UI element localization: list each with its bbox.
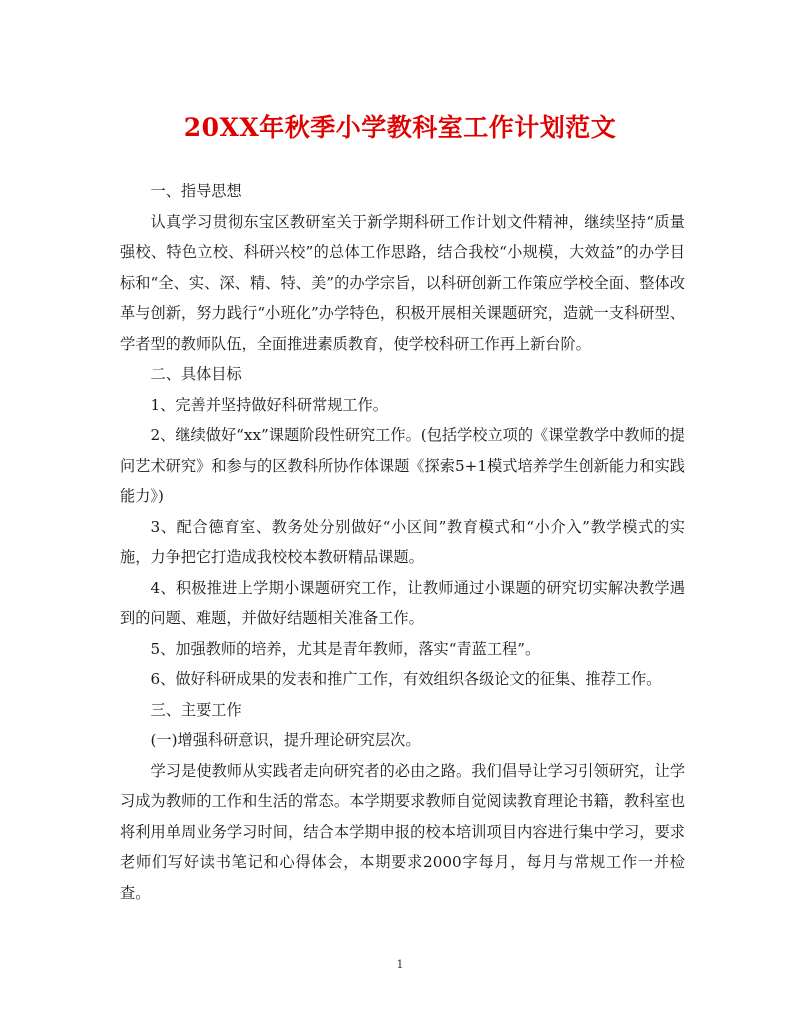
document-body bbox=[120, 176, 685, 908]
list-item: 1、完善并坚持做好科研常规工作。 bbox=[150, 395, 388, 414]
section-heading: 一、指导思想 bbox=[150, 182, 242, 200]
paragraph: 学习是使教师从实践者走向研究者的必由之路。我们倡导让学习引领研究，让学习成为教师的工作和生活的常态。本学期要求教师自觉阅读教育理论书籍，教科室也将利用单周业务学习时间，结合本学期申报的校本培训项目内容进行集中学习，要求老师们写好读书笔记和心得体会，本期要求2000字每月，每月与常规工作一并检查。 bbox=[120, 761, 685, 902]
section-heading: 三、主要工作 bbox=[150, 700, 242, 719]
section-heading: 二、具体目标 bbox=[150, 365, 242, 383]
list-item: 6、做好科研成果的发表和推广工作，有效组织各级论文的征集、推荐工作。 bbox=[150, 670, 662, 688]
paragraph: 认真学习贯彻东宝区教研室关于新学期科研工作计划文件精神，继续坚持“质量强校、特色立校、科研兴校”的总体工作思路，结合我校“小规模，大效益”的办学目标和“全、实、深、精、特、美”的办学宗旨，以科研创新工作策应学校全面、整体改革与创新，努力践行“小班化”办学特色，积极开展相关课题研究，造就一支科研型、学者型的教师队伍，全面推进素质教育，使学校科研工作再上新台阶。 bbox=[120, 212, 685, 353]
list-item: 2、继续做好“xx”课题阶段性研究工作。(包括学校立项的《课堂教学中教师的提问艺术研究》和参与的区教科所协作体课题《探索5+1模式培养学生创新能力和实践能力》) bbox=[120, 426, 685, 505]
document-title: 20XX年秋季小学教科室工作计划范文 bbox=[183, 113, 617, 142]
list-item: 4、积极推进上学期小课题研究工作，让教师通过小课题的研究切实解决教学遇到的问题、难题，并做好结题相关准备工作。 bbox=[120, 578, 685, 627]
list-item: 3、配合德育室、教务处分别做好“小区间”教育模式和“小介入”教学模式的实施，力争把它打造成我校校本教研精品课题。 bbox=[120, 517, 685, 566]
page-number: 1 bbox=[396, 958, 404, 971]
list-item: 5、加强教师的培养，尤其是青年教师，落实“青蓝工程”。 bbox=[150, 639, 541, 658]
subsection-heading: (一)增强科研意识，提升理论研究层次。 bbox=[150, 731, 421, 749]
